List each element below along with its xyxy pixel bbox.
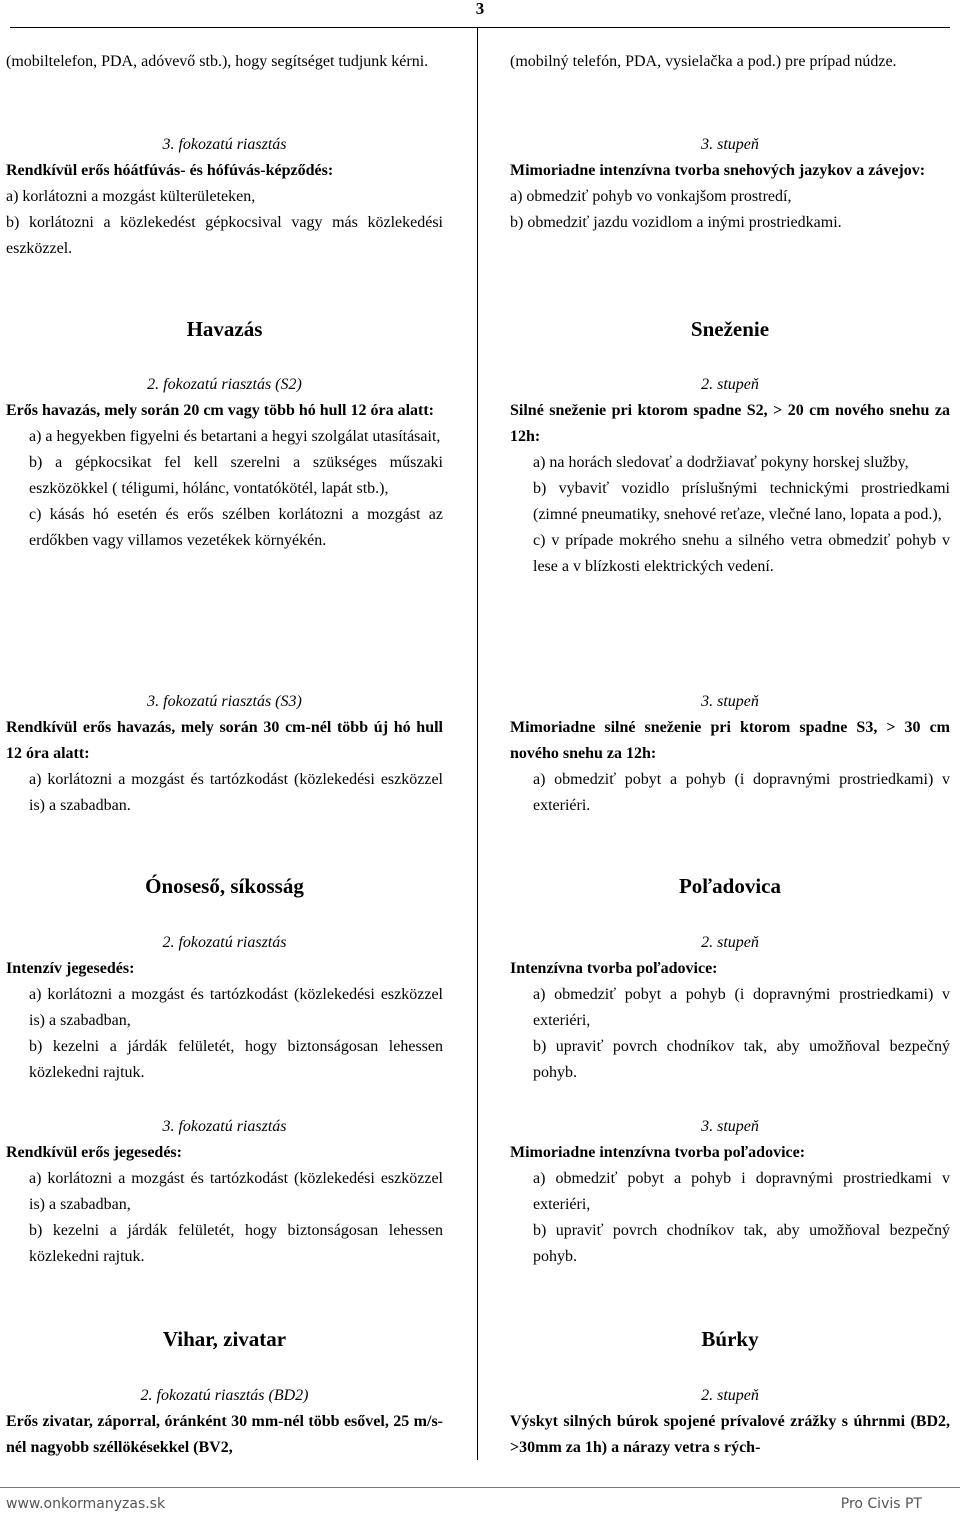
instruction-b: b) a gépkocsikat fel kell szerelni a szükséges műszaki eszközökkel ( téligumi, hólánc, vontatókötél, lapát stb.), — [29, 454, 443, 497]
alert-degree: 2. fokozatú riasztás (BD2) — [140, 1387, 309, 1404]
section-drift-sk — [510, 132, 950, 236]
instruction-b: b) korlátozni a közlekedést gépkocsival vagy más közlekedési eszközzel. — [6, 214, 443, 257]
alert-degree: 2. stupeň — [701, 934, 759, 951]
heading-havazas: Havazás — [186, 317, 263, 341]
section-snow-hu-3 — [6, 689, 443, 819]
instruction-b: b) kezelni a járdák felületét, hogy biztonságosan lehessen közlekedni rajtuk. — [29, 1038, 443, 1081]
intro-text: (mobiltelefon, PDA, adóvevő stb.), hogy segítséget tudjunk kérni. — [6, 53, 429, 70]
instruction-a: a) a hegyekben figyelni és betartani a hegyi szolgálat utasításait, — [29, 428, 441, 445]
alert-degree: 3. fokozatú riasztás (S3) — [147, 693, 302, 710]
alert-title: Silné sneženie pri ktorom spadne S2, > 20 cm nového snehu za 12h: — [510, 402, 950, 445]
section-storm-sk-2 — [510, 1383, 950, 1461]
section-snow-sk-3 — [510, 689, 950, 819]
instruction-a: a) obmedziť pohyb vo vonkajšom prostredí, — [510, 188, 792, 205]
alert-title: Mimoriadne intenzívna tvorba poľadovice: — [510, 1144, 806, 1161]
intro-text: (mobilný telefón, PDA, vysielačka a pod.) pre prípad núdze. — [510, 53, 897, 70]
footer-rule — [0, 1487, 960, 1488]
alert-degree: 2. fokozatú riasztás (S2) — [147, 376, 302, 393]
section-drift-hu — [6, 132, 443, 262]
section-snow-sk-2 — [510, 372, 950, 580]
footer-publisher: Pro Civis PT — [840, 1496, 922, 1512]
alert-title: Mimoriadne intenzívna tvorba snehových jazykov a závejov: — [510, 162, 926, 179]
footer-website: www.onkormanyzas.sk — [6, 1496, 166, 1512]
alert-degree: 2. fokozatú riasztás — [162, 934, 287, 951]
instruction-a: a) korlátozni a mozgást külterületeken, — [6, 188, 256, 205]
alert-degree: 2. stupeň — [701, 376, 759, 393]
section-storm-hu-2 — [6, 1383, 443, 1461]
heading-onos: Ónoseső, síkosság — [145, 874, 304, 898]
alert-title: Mimoriadne silné sneženie pri ktorom spadne S3, > 30 cm nového snehu za 12h: — [510, 719, 950, 762]
instruction-b: b) kezelni a járdák felületét, hogy biztonságosan lehessen közlekedni rajtuk. — [29, 1222, 443, 1265]
alert-title: Erős zivatar, záporral, óránként 30 mm-nél több esővel, 25 m/s-nél nagyobb széllökésekkel (BV2, — [6, 1413, 443, 1456]
instruction-a: a) obmedziť pobyt a pohyb (i dopravnými prostriedkami) v exteriéri. — [533, 771, 950, 814]
instruction-b: b) upraviť povrch chodníkov tak, aby umožňoval bezpečný pohyb. — [533, 1038, 950, 1081]
instruction-c: c) v prípade mokrého snehu a silného vetra obmedziť pohyb v lese a v blízkosti elektrických vedení. — [533, 532, 950, 575]
heading-snezenie: Sneženie — [690, 317, 770, 341]
alert-title: Výskyt silných búrok spojené prívalové zrážky s úhrnmi (BD2, >30mm za 1h) a nárazy vetra s rých- — [510, 1413, 950, 1456]
column-divider — [477, 28, 478, 1460]
instruction-a: a) obmedziť pobyt a pohyb (i dopravnými prostriedkami) v exteriéri, — [533, 986, 950, 1029]
instruction-b: b) vybaviť vozidlo príslušnými technickými prostriedkami (zimné pneumatiky, snehové reťaze, vlečné lano, lopata a pod.), — [533, 480, 950, 523]
section-ice-hu-3 — [6, 1114, 443, 1270]
instruction-a: a) obmedziť pobyt a pohyb i dopravnými prostriedkami v exteriéri, — [533, 1170, 950, 1213]
section-ice-sk-2 — [510, 930, 950, 1086]
intro-hu — [6, 49, 443, 75]
section-snow-hu-2 — [6, 372, 443, 554]
alert-degree: 2. stupeň — [701, 1387, 759, 1404]
instruction-a: a) korlátozni a mozgást és tartózkodást (közlekedési eszközzel is) a szabadban, — [29, 986, 443, 1029]
instruction-a: a) korlátozni a mozgást és tartózkodást (közlekedési eszközzel is) a szabadban, — [29, 1170, 443, 1213]
instruction-b: b) obmedziť jazdu vozidlom a inými prostriedkami. — [510, 214, 842, 231]
alert-title: Rendkívül erős jegesedés: — [6, 1144, 182, 1161]
alert-title: Erős havazás, mely során 20 cm vagy több hó hull 12 óra alatt: — [6, 402, 434, 419]
heading-vihar: Vihar, zivatar — [162, 1327, 287, 1351]
page-number: 3 — [475, 0, 485, 18]
intro-sk — [510, 49, 950, 75]
instruction-c: c) kásás hó esetén és erős szélben korlátozni a mozgást az erdőkben vagy villamos vezetékek környékén. — [29, 506, 443, 549]
alert-title: Intenzívna tvorba poľadovice: — [510, 960, 718, 977]
alert-degree: 3. fokozatú riasztás — [162, 136, 287, 153]
header-rule — [10, 27, 950, 28]
alert-degree: 3. stupeň — [701, 1118, 759, 1135]
instruction-b: b) upraviť povrch chodníkov tak, aby umožňoval bezpečný pohyb. — [533, 1222, 950, 1265]
alert-degree: 3. fokozatú riasztás — [162, 1118, 287, 1135]
instruction-a: a) korlátozni a mozgást és tartózkodást (közlekedési eszközzel is) a szabadban. — [29, 771, 443, 814]
alert-title: Rendkívül erős hóátfúvás- és hófúvás-képződés: — [6, 162, 334, 179]
alert-degree: 3. stupeň — [701, 693, 759, 710]
alert-degree: 3. stupeň — [701, 136, 759, 153]
heading-burky: Búrky — [701, 1327, 759, 1351]
alert-title: Rendkívül erős havazás, mely során 30 cm-nél több új hó hull 12 óra alatt: — [6, 719, 443, 762]
heading-poladovica: Poľadovica — [678, 874, 781, 898]
section-ice-sk-3 — [510, 1114, 950, 1270]
section-ice-hu-2 — [6, 930, 443, 1086]
instruction-a: a) na horách sledovať a dodržiavať pokyny horskej služby, — [533, 454, 909, 471]
alert-title: Intenzív jegesedés: — [6, 960, 135, 977]
